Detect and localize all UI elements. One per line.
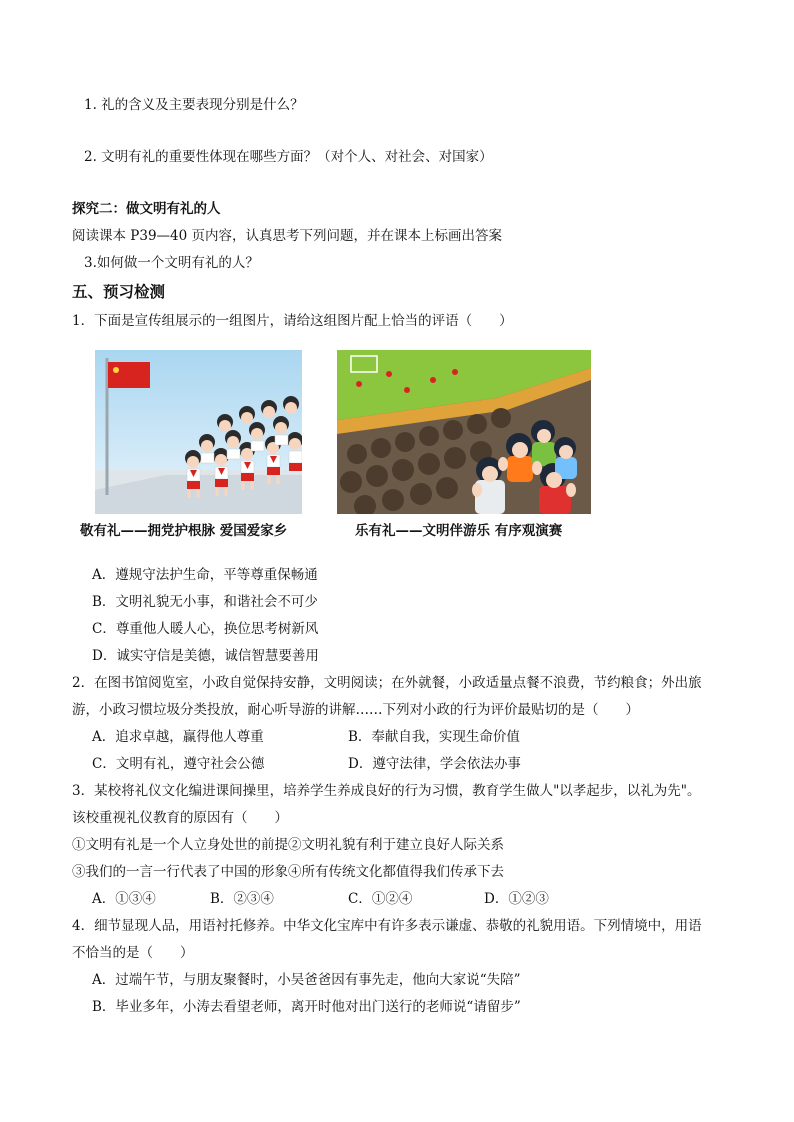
q1-option-b: B．文明礼貌无小事，和谐社会不可少 bbox=[92, 594, 318, 610]
q3-stem-line2: 该校重视礼仪教育的原因有（ ） bbox=[72, 810, 288, 826]
q4-stem-line2: 不恰当的是（ ） bbox=[72, 945, 194, 961]
explore2-instruction: 阅读课本 P39—40 页内容，认真思考下列问题，并在课本上标画出答案 bbox=[72, 228, 503, 244]
q1-option-c: C．尊重他人暖人心，换位思考树新风 bbox=[92, 621, 319, 637]
q3-statement-line1: ①文明有礼是一个人立身处世的前提②文明礼貌有利于建立良好人际关系 bbox=[72, 837, 504, 853]
q4-option-b: B．毕业多年，小涛去看望老师，离开时他对出门送行的老师说“请留步” bbox=[92, 999, 521, 1015]
q1-option-a: A．遵规守法护生命，平等尊重保畅通 bbox=[92, 567, 318, 583]
q4-option-a: A．过端午节，与朋友聚餐时，小吴爸爸因有事先走，他向大家说“失陪” bbox=[92, 972, 521, 988]
q2-stem-line1: 2．在图书馆阅览室，小政自觉保持安静，文明阅读；在外就餐，小政适量点餐不浪费，节约粮食；外出旅 bbox=[72, 675, 702, 691]
q3-option-b: B．②③④ bbox=[210, 891, 274, 907]
question-meaning-of-li: 1. 礼的含义及主要表现分别是什么？ bbox=[84, 97, 304, 113]
image2-caption: 乐有礼——文明伴游乐 有序观演赛 bbox=[355, 523, 563, 539]
section5-title: 五、预习检测 bbox=[72, 283, 166, 301]
q3-option-d: D．①②③ bbox=[484, 891, 549, 907]
image1-caption: 敬有礼——拥党护根脉 爱国爱家乡 bbox=[80, 523, 288, 539]
q4-stem-line1: 4．细节显现人品，用语衬托修养。中华文化宝库中有许多表示谦虚、恭敬的礼貌用语。下列情境中，用语 bbox=[72, 918, 702, 934]
q3-stem-line1: 3．某校将礼仪文化编进课间操里，培养学生养成良好的行为习惯，教育学生做人"以孝起步，以礼为先"。 bbox=[72, 783, 701, 799]
q2-stem-line2: 游，小政习惯垃圾分类投放，耐心听导游的讲解……下列对小政的行为评价最贴切的是（ ） bbox=[72, 702, 639, 718]
stadium-audience-illustration bbox=[337, 350, 591, 514]
explore2-question3: 3.如何做一个文明有礼的人？ bbox=[84, 255, 259, 271]
q3-option-a: A．①③④ bbox=[92, 891, 156, 907]
q3-option-c: C．①②④ bbox=[348, 891, 413, 907]
question-importance: 2. 文明有礼的重要性体现在哪些方面？（对个人、对社会、对国家） bbox=[84, 149, 493, 165]
explore2-title: 探究二：做文明有礼的人 bbox=[72, 201, 221, 217]
q2-option-a: A．追求卓越，赢得他人尊重 bbox=[92, 729, 264, 745]
q2-option-d: D．遵守法律，学会依法办事 bbox=[348, 756, 521, 772]
flag-salute-illustration bbox=[95, 350, 302, 514]
q2-option-b: B．奉献自我，实现生命价值 bbox=[348, 729, 520, 745]
q3-statement-line2: ③我们的一言一行代表了中国的形象④所有传统文化都值得我们传承下去 bbox=[72, 864, 504, 880]
q2-option-c: C．文明有礼，遵守社会公德 bbox=[92, 756, 265, 772]
q1-option-d: D．诚实守信是美德，诚信智慧要善用 bbox=[92, 648, 319, 664]
q1-stem: 1．下面是宣传组展示的一组图片，请给这组图片配上恰当的评语（ ） bbox=[72, 313, 513, 329]
